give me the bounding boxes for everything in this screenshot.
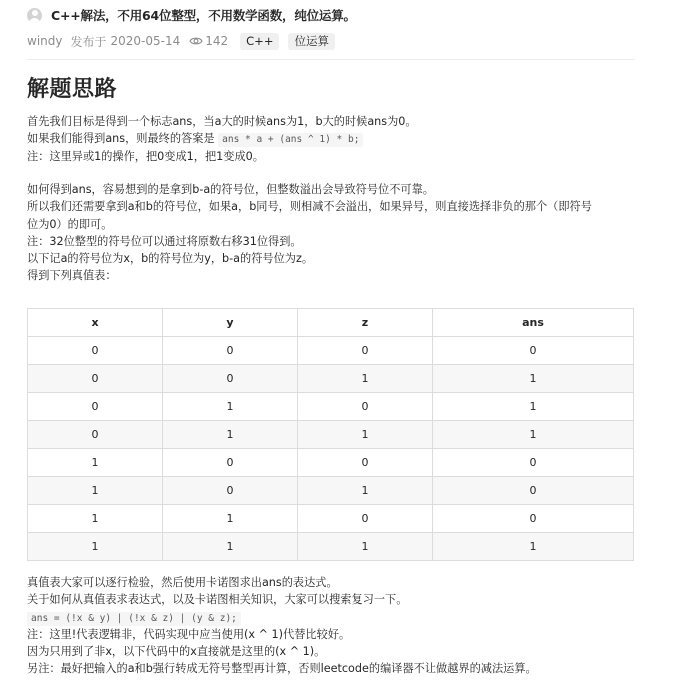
table-row <box>28 393 634 421</box>
table-cell: 1 <box>28 477 163 505</box>
table-cell: 1 <box>163 421 298 449</box>
table-row <box>28 505 634 533</box>
column-header: x <box>28 309 163 337</box>
table-cell: 1 <box>28 449 163 477</box>
author-name[interactable]: windy <box>27 34 63 48</box>
header-divider <box>27 59 635 60</box>
table-cell: 1 <box>433 393 634 421</box>
table-cell: 1 <box>433 365 634 393</box>
eye-icon <box>189 36 203 46</box>
text-line: 首先我们目标是得到一个标志ans，当a大的时候ans为1，b大的时候ans为0。 <box>27 115 417 128</box>
table-cell: 0 <box>433 337 634 365</box>
column-header: y <box>163 309 298 337</box>
table-cell: 1 <box>298 477 433 505</box>
table-cell: 0 <box>298 337 433 365</box>
table-cell: 0 <box>163 337 298 365</box>
text-line: 另注：最好把输入的a和b强行转成无符号整型再计算，否则leetcode的编译器不让做越界的减法运算。 <box>27 662 537 676</box>
text-line: 注：这里异或1的操作，把0变成1，把1变成0。 <box>27 149 264 163</box>
avatar[interactable] <box>27 8 42 23</box>
truth-table <box>27 308 634 561</box>
text-line: 真值表大家可以逐行检验，然后使用卡诺图求出ans的表达式。 <box>27 576 338 589</box>
table-row <box>28 449 634 477</box>
section-heading: 解题思路 <box>27 77 118 102</box>
table-cell: 1 <box>163 505 298 533</box>
intro-paragraph <box>27 113 642 165</box>
table-cell: 1 <box>298 421 433 449</box>
table-cell: 1 <box>163 393 298 421</box>
text-fragment: 如果我们能得到ans，则最终的答案是 <box>27 132 215 146</box>
table-cell: 0 <box>28 393 163 421</box>
table-cell: 0 <box>433 505 634 533</box>
view-count: 142 <box>205 34 229 48</box>
table-cell: 0 <box>433 477 634 505</box>
table-cell: 0 <box>28 337 163 365</box>
text-line: 位为0）的即可。 <box>27 217 113 231</box>
inline-code: ans = (!x & y) | (!x & z) | (y & z); <box>27 612 241 626</box>
text-line: 注：这里!代表逻辑非，代码实现中应当使用(x ^ 1)代替比较好。 <box>27 627 351 641</box>
post-title: C++解法，不用64位整型，不用数学函数，纯位运算。 <box>51 8 356 23</box>
post-date: 2020-05-14 <box>110 34 181 48</box>
method-paragraph <box>27 181 642 285</box>
table-cell: 1 <box>433 533 634 561</box>
column-header: z <box>298 309 433 337</box>
table-row <box>28 365 634 393</box>
text-line: 因为只用到了非x，以下代码中的x直接就是这里的(x ^ 1)。 <box>27 645 326 659</box>
table-cell: 1 <box>298 365 433 393</box>
text-line: 注：32位整型的符号位可以通过将原数右移31位得到。 <box>27 234 302 248</box>
table-cell: 0 <box>298 393 433 421</box>
table-cell: 1 <box>433 421 634 449</box>
text-line <box>27 130 642 147</box>
text-line <box>27 609 642 626</box>
table-cell: 1 <box>28 533 163 561</box>
text-line: 以下记a的符号位为x，b的符号位为y，b-a的符号位为z。 <box>27 252 314 266</box>
table-row <box>28 421 634 449</box>
text-line: 得到下列真值表： <box>27 269 117 283</box>
text-line: 关于如何从真值表求表达式，以及卡诺图相关知识，大家可以搜索复习一下。 <box>27 593 408 607</box>
tag-cpp[interactable]: C++ <box>240 33 279 50</box>
text-line: 所以我们还需要拿到a和b的符号位，如果a，b同号，则相减不会溢出，如果异号，则直接选择非负的那个（即符号 <box>27 200 592 214</box>
table-cell: 1 <box>163 533 298 561</box>
tag-bit-operation[interactable]: 位运算 <box>288 33 335 50</box>
table-cell: 0 <box>163 449 298 477</box>
text-line: 如何得到ans，容易想到的是拿到b-a的符号位，但整数溢出会导致符号位不可靠。 <box>27 183 434 196</box>
table-cell: 1 <box>28 505 163 533</box>
table-cell: 0 <box>28 365 163 393</box>
post-meta <box>27 31 647 51</box>
table-cell: 0 <box>298 505 433 533</box>
table-cell: 0 <box>298 449 433 477</box>
table-header-row <box>28 309 634 337</box>
conclusion-paragraph <box>27 574 642 678</box>
title-row <box>27 4 647 26</box>
table-cell: 0 <box>28 421 163 449</box>
table-cell: 0 <box>433 449 634 477</box>
table-cell: 0 <box>163 477 298 505</box>
table-cell: 0 <box>163 365 298 393</box>
column-header: ans <box>433 309 634 337</box>
post-header <box>27 4 647 51</box>
table-row <box>28 533 634 561</box>
inline-code: ans * a + (ans ^ 1) * b; <box>218 133 363 147</box>
table-row <box>28 337 634 365</box>
date-label: 发布于 <box>70 34 107 49</box>
table-row <box>28 477 634 505</box>
table-cell: 1 <box>298 533 433 561</box>
